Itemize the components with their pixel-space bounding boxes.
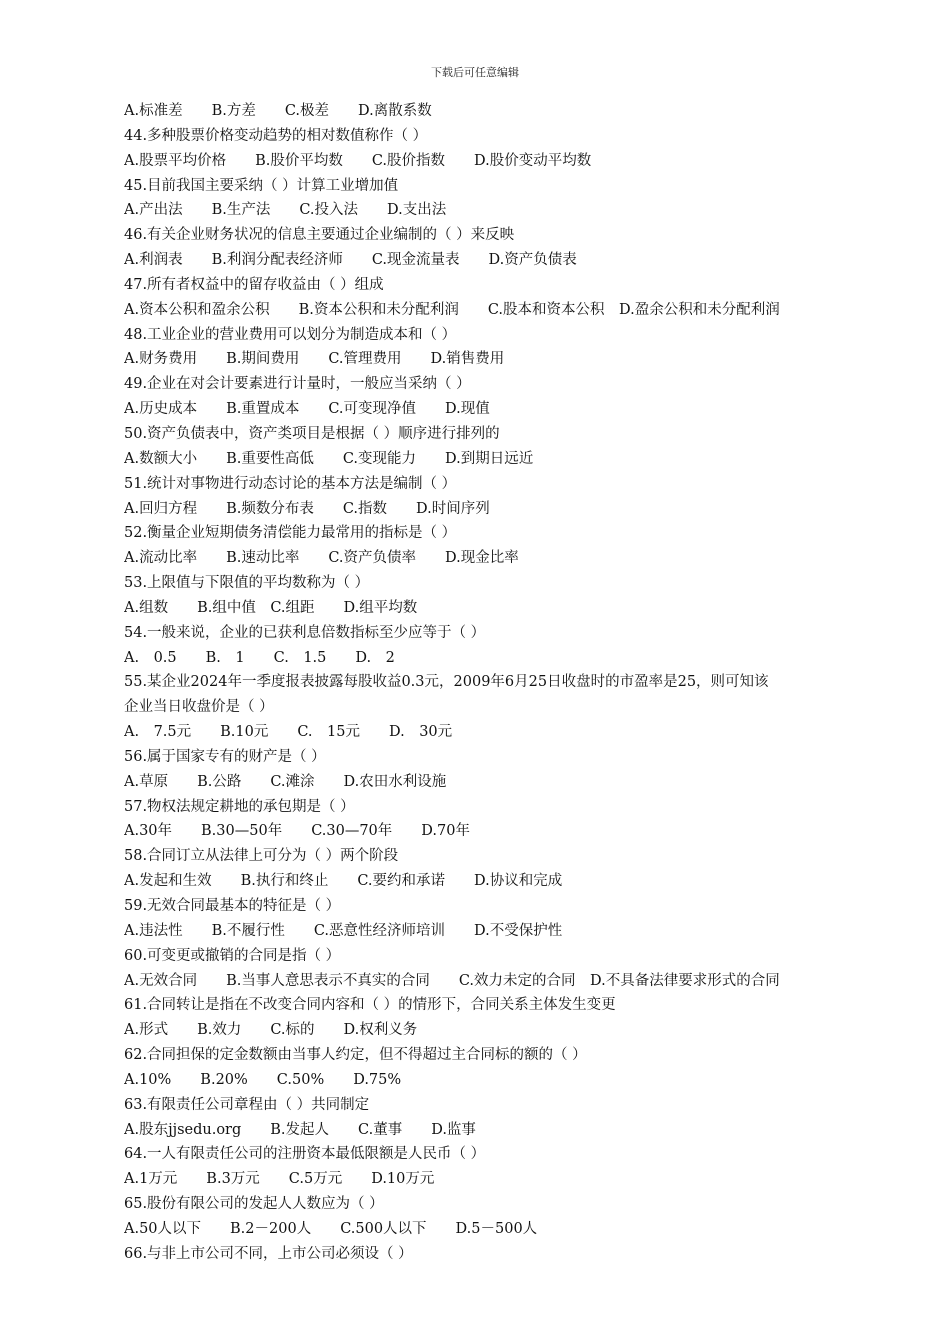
- document-body: [124, 99, 894, 1267]
- question-line: 54.一般来说，企业的已获利息倍数指标至少应等于（ ）: [124, 624, 486, 641]
- question-line: 46.有关企业财务状况的信息主要通过企业编制的（ ）来反映: [124, 227, 515, 244]
- options-line: A.无效合同 B.当事人意思表示不真实的合同 C.效力未定的合同 D.不具备法律要求形式的合同: [124, 972, 780, 989]
- options-line: A.草原 B.公路 C.滩涂 D.农田水利设施: [124, 773, 447, 790]
- options-line: A.形式 B.效力 C.标的 D.权利义务: [124, 1022, 418, 1039]
- options-line: A.50人以下 B.2－200人 C.500人以下 D.5－500人: [124, 1220, 538, 1237]
- question-line: 52.衡量企业短期债务清偿能力最常用的指标是（ ）: [124, 525, 457, 542]
- question-line: 53.上限值与下限值的平均数称为（ ）: [124, 575, 370, 592]
- question-line: 62.合同担保的定金数额由当事人约定，但不得超过主合同标的额的（ ）: [124, 1047, 587, 1064]
- question-line: 63.有限责任公司章程由（ ）共同制定: [124, 1096, 370, 1113]
- question-line: 65.股份有限公司的发起人人数应为（ ）: [124, 1196, 384, 1213]
- options-line: A.30年 B.30—50年 C.30—70年 D.70年: [124, 823, 470, 840]
- question-line: 58.合同订立从法律上可分为（ ）两个阶段: [124, 848, 399, 865]
- question-line: 44.多种股票价格变动趋势的相对数值称作（ ）: [124, 127, 428, 144]
- page-header: 下载后可任意编辑: [431, 66, 519, 79]
- options-line: A. 0.5 B. 1 C. 1.5 D. 2: [124, 649, 395, 666]
- options-line: A.发起和生效 B.执行和终止 C.要约和承诺 D.协议和完成: [124, 873, 563, 890]
- options-line: A.产出法 B.生产法 C.投入法 D.支出法: [124, 202, 447, 219]
- options-line: A.股东jjsedu.org B.发起人 C.董事 D.监事: [124, 1121, 476, 1138]
- question-line: 47.所有者权益中的留存收益由（ ）组成: [124, 276, 384, 293]
- options-line: A.数额大小 B.重要性高低 C.变现能力 D.到期日远近: [124, 450, 534, 467]
- options-line: A.股票平均价格 B.股价平均数 C.股价指数 D.股价变动平均数: [124, 152, 592, 169]
- question-line: 48.工业企业的营业费用可以划分为制造成本和（ ）: [124, 326, 457, 343]
- question-line: 60.可变更或撤销的合同是指（ ）: [124, 947, 341, 964]
- options-line: A.流动比率 B.速动比率 C.资产负债率 D.现金比率: [124, 550, 519, 567]
- question-line: 55.某企业2024年一季度报表披露每股收益0.3元，2009年6月25日收盘时的市盈率是25，则可知该: [124, 674, 769, 691]
- options-line: A.标准差 B.方差 C.极差 D.离散系数: [124, 103, 432, 119]
- question-line: 64.一人有限责任公司的注册资本最低限额是人民币（ ）: [124, 1146, 486, 1163]
- options-line: A. 7.5元 B.10元 C. 15元 D. 30元: [124, 724, 453, 741]
- question-line: 56.属于国家专有的财产是（ ）: [124, 748, 326, 765]
- question-line: 49.企业在对会计要素进行计量时，一般应当采纳（ ）: [124, 376, 471, 393]
- question-line: 45.目前我国主要采纳（ ）计算工业增加值: [124, 177, 399, 194]
- options-line: A.财务费用 B.期间费用 C.管理费用 D.销售费用: [124, 351, 505, 368]
- options-line: A.违法性 B.不履行性 C.恶意性经济师培训 D.不受保护性: [124, 922, 563, 939]
- options-line: A.利润表 B.利润分配表经济师 C.现金流量表 D.资产负债表: [124, 252, 577, 269]
- options-line: A.资本公积和盈余公积 B.资本公积和未分配利润 C.股本和资本公积 D.盈余公积和未分配利润: [124, 301, 780, 318]
- question-line: 51.统计对事物进行动态讨论的基本方法是编制（ ）: [124, 475, 457, 492]
- question-line: 61.合同转让是指在不改变合同内容和（ ）的情形下，合同关系主体发生变更: [124, 997, 616, 1014]
- options-line: A.历史成本 B.重置成本 C.可变现净值 D.现值: [124, 401, 490, 418]
- options-line: A.回归方程 B.频数分布表 C.指数 D.时间序列: [124, 500, 490, 517]
- options-line: A.10% B.20% C.50% D.75%: [124, 1071, 402, 1088]
- question-line: 66.与非上市公司不同，上市公司必须设（ ）: [124, 1245, 413, 1262]
- options-line: A.1万元 B.3万元 C.5万元 D.10万元: [124, 1171, 435, 1188]
- question-line: 57.物权法规定耕地的承包期是（ ）: [124, 798, 355, 815]
- question-line: 50.资产负债表中，资产类项目是根据（ ）顺序进行排列的: [124, 425, 500, 442]
- text-line: 企业当日收盘价是（ ）: [124, 699, 274, 716]
- options-line: A.组数 B.组中值 C.组距 D.组平均数: [124, 599, 418, 616]
- question-line: 59.无效合同最基本的特征是（ ）: [124, 898, 341, 914]
